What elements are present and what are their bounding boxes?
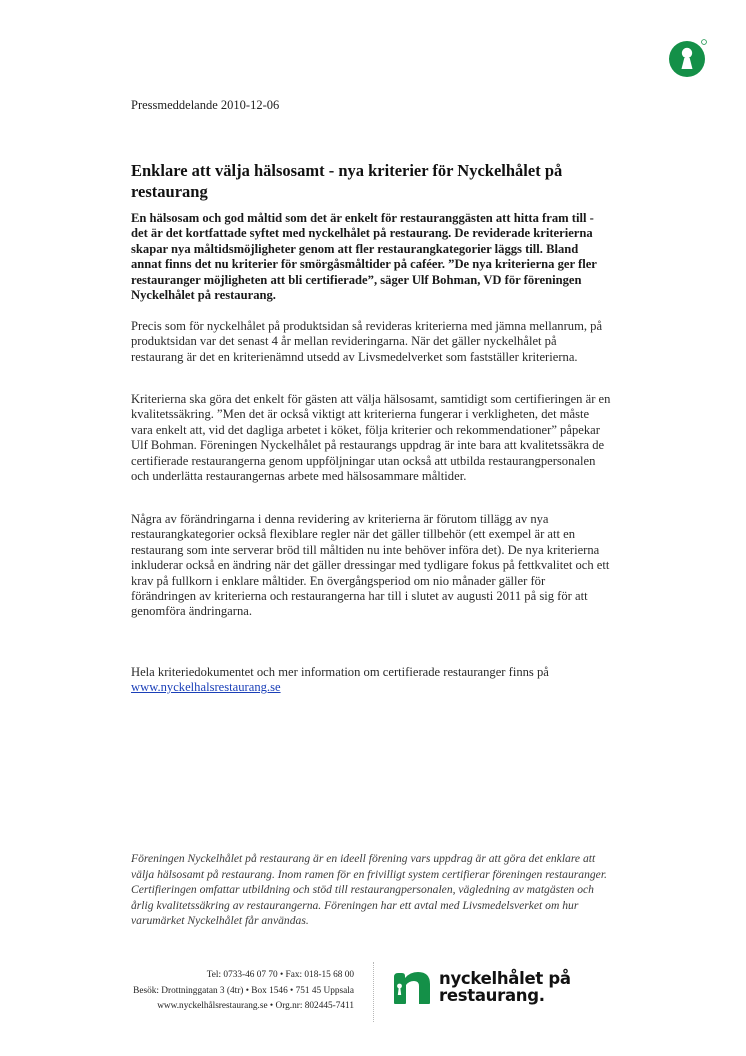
n-keyhole-logo-icon: [392, 968, 434, 1004]
keyhole-person-icon: [668, 38, 708, 78]
contact-block: [90, 968, 354, 1015]
association-description: Föreningen Nyckelhålet på restaurang är en ideell förening vars uppdrag är att göra det enklare att välja hälsosamt på restaurang. Inom ramen för en frivilligt system certifierar föreningen restauranger. Certifieringen omfattar utbildning och stöd till restaurangpersonalen, vägledning av matgästen och årlig kvalitetssäkring av restaurangerna. Föreningen har ett avtal med Livsmedelsverket om hur varumärket Nyckelhålet får användas.: [131, 852, 607, 928]
body-paragraph: Kriterierna ska göra det enkelt för gästen att välja hälsosamt, samtidigt som certifieringen är en kvalitetssäkring. ”Men det är också viktigt att kriterierna fungerar i verkligheten, det måste vara enkelt att, vid det dagliga arbetet i köket, följa kriterier och rekommendationer” påpekar Ulf Bohman. Föreningen Nyckelhålet på restaurangs uppdrag är inte bara att kvalitetssäkra de certifierade restaurangerna genom uppföljningar utan också att utbilda restaurangpersonalen och underlätta restaurangernas arbete med hälsosammare måltider.: [131, 392, 611, 484]
contact-web-orgnr: www.nyckelhålsrestaurang.se • Org.nr: 802445-7411: [157, 1001, 354, 1012]
contact-address: Besök: Drottninggatan 3 (4tr) • Box 1546 • 751 45 Uppsala: [133, 985, 354, 996]
more-info: [131, 665, 611, 696]
brand-line-2: restaurang.: [439, 986, 545, 1005]
contact-phone-fax: Tel: 0733-46 07 70 • Fax: 018-15 68 00: [206, 970, 354, 980]
brand-logo: [392, 968, 602, 1010]
body-paragraph: Några av förändringarna i denna revidering av kriterierna är förutom tillägg av nya restaurangkategorier också flexiblare regler när det gäller tillbehör (ett exempel är att en restaurang som inte serverar bröd till måltiden nu inte behöver införa det). De nya kriterierna inkluderar också en ändring när det gäller dressingar med tydligare fokus på fettkvalitet och ett krav på fullkorn i enklare måltider. En övergångsperiod om nio månader gäller för förändringen av kriterierna och restaurangerna har till i slutet av augusti 2011 på sig för att genomföra ändringarna.: [131, 512, 610, 619]
website-link[interactable]: www.nyckelhalsrestaurang.se: [131, 680, 281, 695]
more-info-text: Hela kriteriedokumentet och mer information om certifierade restauranger finns på: [131, 665, 549, 679]
footer-divider: [373, 962, 375, 1022]
article-title: Enklare att välja hälsosamt - nya kriterier för Nyckelhålet på restaurang: [131, 161, 563, 201]
brand-wordmark: [439, 970, 571, 1004]
brand-line-1: nyckelhålet på: [439, 969, 571, 988]
dateline: Pressmeddelande 2010-12-06: [131, 98, 280, 112]
lead-paragraph: En hälsosam och god måltid som det är enkelt för restauranggästen att hitta fram till - det är det kortfattade syftet med nyckelhålet på restaurang. De reviderade kriterierna skapar nya måltidsmöjligheter genom att fler restaurangkategorier läggs till. Bland annat finns det nu kriterier för smörgåsmåltider på caféer. ”De nya kriterierna ger fler restauranger möjligheten att bli certifierade”, säger Ulf Bohman, VD för föreningen Nyckelhålet på restaurang.: [131, 211, 597, 303]
body-paragraph: Precis som för nyckelhålet på produktsidan så revideras kriterierna med jämna mellanrum, på produktsidan var det senast 4 år mellan revideringarna. När det gäller nyckelhålet på restaurang är det en kriterienämnd utsedd av Livsmedelverket som fastställer kriterierna.: [131, 319, 603, 364]
